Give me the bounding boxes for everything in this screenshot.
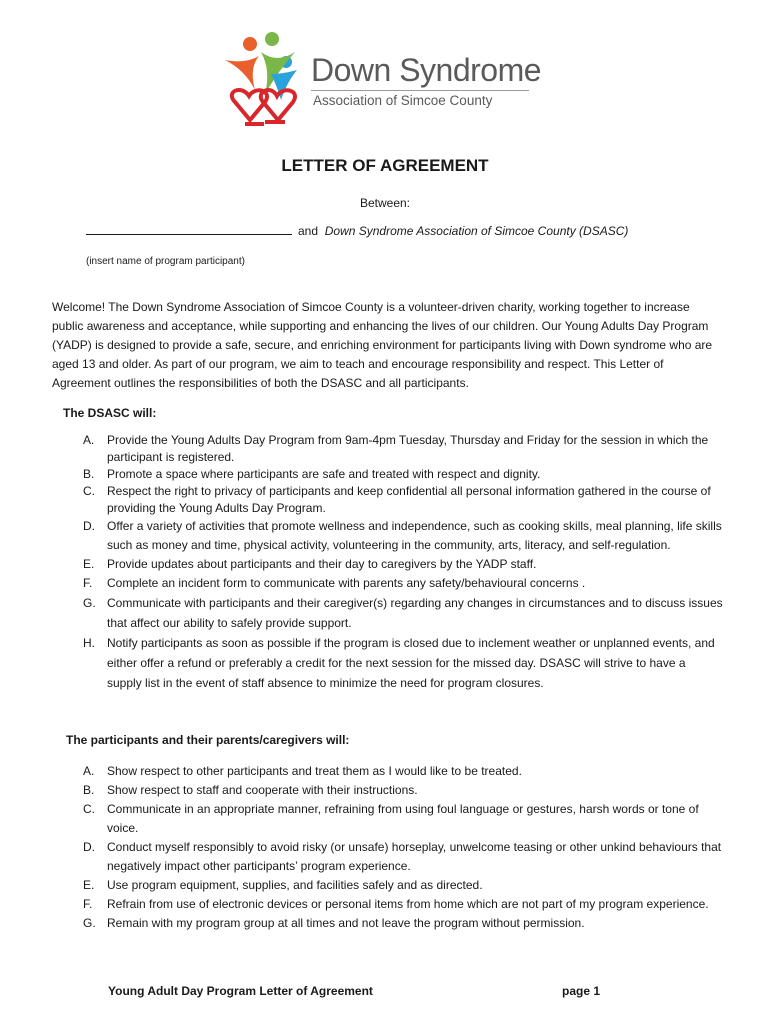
footer-page-number: page 1: [562, 984, 601, 998]
participant-responsibilities-list: [83, 762, 723, 933]
list-item: E. Use program equipment, supplies, and facilities safely and as directed.: [83, 878, 483, 892]
dsasc-logo-icon: [215, 30, 315, 136]
list-item: C. Respect the right to privacy of participants and keep confidential all personal information gathered in the course of providing the Young Adults Day Program.: [83, 484, 711, 515]
list-item: F. Complete an incident form to communicate with parents any safety/behavioural concerns .: [83, 576, 586, 590]
participant-name-hint: (insert name of program participant): [86, 256, 245, 267]
list-item: G. Communicate with participants and their caregiver(s) regarding any changes in circumstances and to discuss issues that affect our ability to safely provide support.: [83, 596, 723, 630]
logo-subtitle: Association of Simcoe County: [313, 93, 493, 108]
intro-paragraph: Welcome! The Down Syndrome Association of Simcoe County is a volunteer-driven charity, working together to increase public awareness and acceptance, while supporting and enhancing the lives of our children. Our Young Adults Day Program (YADP) is designed to provide a safe, secure, and enriching environment for participants living with Down syndrome who are aged 13 and older. As part of our program, we aim to teach and encourage responsibility and respect. This Letter of Agreement outlines the responsibilities of both the DSASC and all participants.: [52, 300, 713, 390]
list-item: F. Refrain from use of electronic devices or personal items from home which are not part of my program experience.: [83, 897, 709, 911]
agreement-connector: and: [298, 224, 319, 238]
logo-divider: [311, 90, 529, 91]
between-label: Between:: [359, 196, 411, 210]
organization-logo: [215, 30, 542, 140]
list-item: H. Notify participants as soon as possible if the program is closed due to inclement weather or unplanned events, and either offer a refund or preferably a credit for the next session for the missed day. DSASC will strive to have a supply list in the event of staff absence to minimize the need for program closures.: [83, 636, 715, 690]
list-item: B. Show respect to staff and cooperate with their instructions.: [83, 783, 418, 797]
list-item: E. Provide updates about participants and their day to caregivers by the YADP staff.: [83, 557, 537, 571]
participants-section-heading: The participants and their parents/caregivers will:: [66, 733, 350, 747]
list-item: A. Show respect to other participants and treat them as I would like to be treated.: [83, 764, 522, 778]
agreement-parties-line: [86, 224, 628, 238]
document-title: LETTER OF AGREEMENT: [281, 156, 489, 175]
list-item: G. Remain with my program group at all times and not leave the program without permission.: [83, 916, 585, 930]
list-item: C. Communicate in an appropriate manner, refraining from using foul language or gestures, harsh words or tone of voice.: [83, 802, 699, 835]
logo-title: Down Syndrome: [311, 52, 542, 88]
list-item: D. Conduct myself responsibly to avoid risky (or unsafe) horseplay, unwelcome teasing or other unkind behaviours that negatively impact other participants’ program experience.: [83, 840, 722, 873]
list-item: D. Offer a variety of activities that promote wellness and independence, such as cooking skills, meal planning, life skills such as money and time, physical activity, volunteering in the community, arts, literacy, and self-regulation.: [83, 519, 722, 552]
dsasc-section-heading: The DSASC will:: [63, 406, 157, 420]
organization-name: Down Syndrome Association of Simcoe County (DSASC): [324, 224, 629, 238]
list-item: A. Provide the Young Adults Day Program from 9am-4pm Tuesday, Thursday and Friday for the session in which the participant is registered.: [83, 433, 709, 464]
dsasc-responsibilities-list: [83, 432, 723, 693]
participant-name-blank[interactable]: [86, 224, 292, 235]
list-item: B. Promote a space where participants are safe and treated with respect and dignity.: [83, 467, 541, 481]
footer-document-name: Young Adult Day Program Letter of Agreement: [108, 984, 373, 998]
